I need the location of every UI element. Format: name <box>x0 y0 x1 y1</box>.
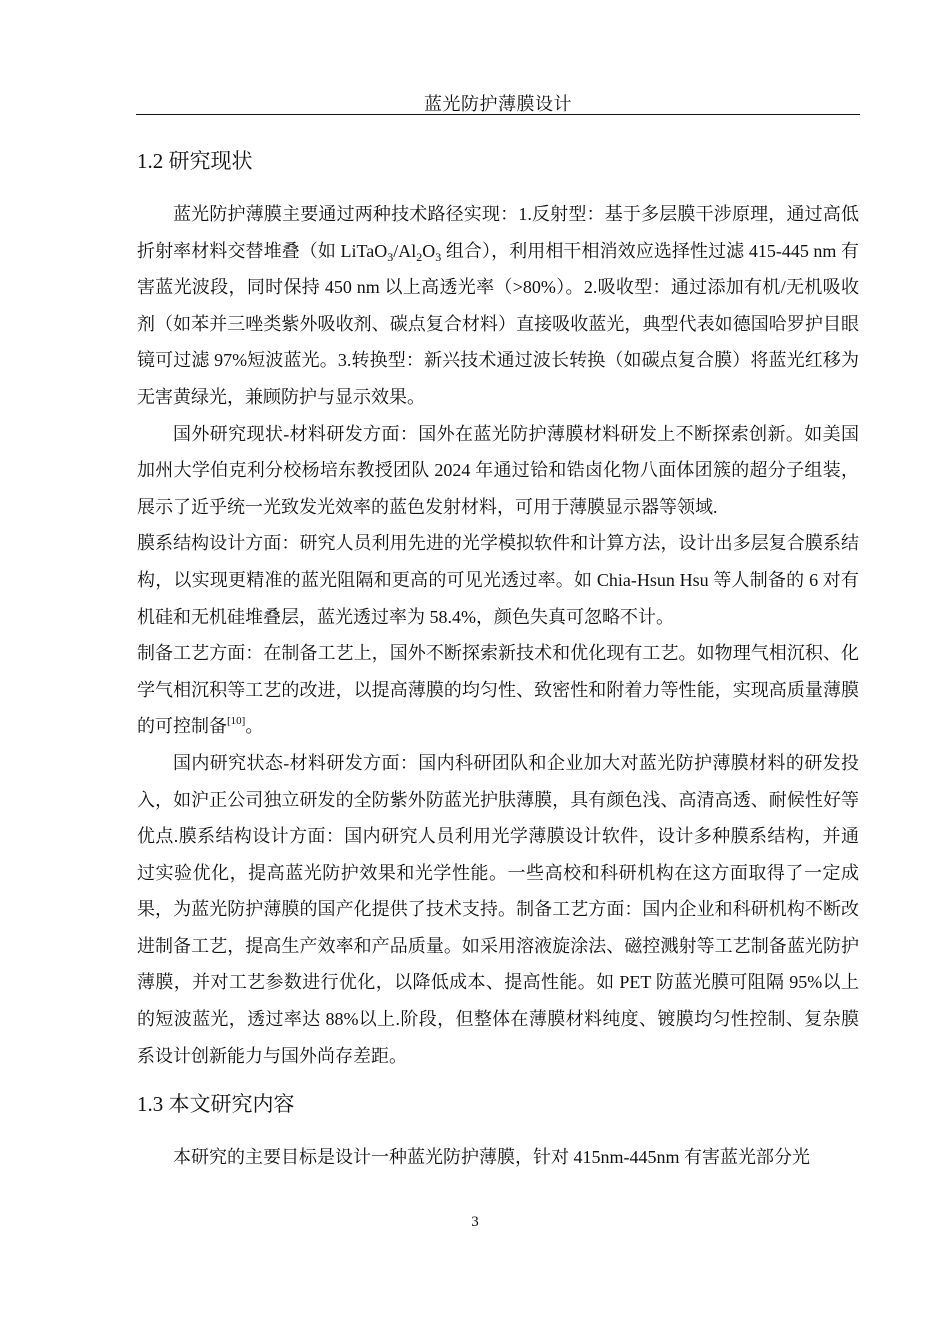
paragraph-text: 组合），利用相干相消效应选择性过滤 415-445 nm 有害蓝光波段，同时保持 450 nm 以上高透光率（>80%）。2.吸收型：通过添加有机/无机吸收剂（如苯并三唑类紫外吸收剂、碳点复合材料）直接吸收蓝光，典型代表如德国哈罗护目眼镜可过滤 97%短波蓝光。3.转换型：新兴技术通过波长转换（如碳点复合膜）将蓝光红移为无害黄绿光，兼顾防护与显示效果。 <box>137 240 859 407</box>
page-number: 3 <box>471 1214 479 1230</box>
subscript: 3 <box>435 249 442 264</box>
paragraph-domestic-research: 国内研究状态-材料研发方面：国内科研团队和企业加大对蓝光防护薄膜材料的研发投入，如沪正公司独立研发的全防紫外防蓝光护肤薄膜，具有颜色浅、高清高透、耐候性好等优点.膜系结构设计方面：国内研究人员利用光学薄膜设计软件，设计多种膜系结构，并通过实验优化，提高蓝光防护效果和光学性能。一些高校和科研机构在这方面取得了一定成果，为蓝光防护薄膜的国产化提供了技术支持。制备工艺方面：国内企业和科研机构不断改进制备工艺，提高生产效率和产品质量。如采用溶液旋涂法、磁控溅射等工艺制备蓝光防护薄膜，并对工艺参数进行优化，以降低成本、提高性能。如 PET 防蓝光膜可阻隔 95%以上的短波蓝光，透过率达 88%以上.阶段，但整体在薄膜材料纯度、镀膜均匀性控制、复杂膜系设计创新能力与国外尚存差距。 <box>137 752 859 1066</box>
header-rule <box>136 114 860 115</box>
paragraph-fabrication-process <box>137 635 859 745</box>
paragraph-text: /Al <box>393 240 417 261</box>
paragraph-text: 蓝光防护薄膜主要通过两种技术路径实现：1.反射型：基于多层膜干涉原理，通过高低折射率材料交替堆叠（如 LiTaO <box>137 204 859 261</box>
subscript: 3 <box>387 249 394 264</box>
paragraph-text: 。 <box>245 716 264 737</box>
paragraph-text: O <box>422 240 436 261</box>
paragraph-text: 制备工艺方面：在制备工艺上，国外不断探索新技术和优化现有工艺。如物理气相沉积、化学气相沉积等工艺的改进，以提高薄膜的均匀性、致密性和附着力等性能，实现高质量薄膜的可控制备 <box>137 643 859 737</box>
subscript: 2 <box>416 249 423 264</box>
paragraph-foreign-materials: 国外研究现状-材料研发方面：国外在蓝光防护薄膜材料研发上不断探索创新。如美国加州大学伯克利分校杨培东教授团队 2024 年通过铪和锆卤化物八面体团簇的超分子组装，展示了近乎统一光致发光效率的蓝色发射材料，可用于薄膜显示器等领域. <box>137 423 859 517</box>
paragraph-research-content: 本研究的主要目标是设计一种蓝光防护薄膜，针对 415nm-445nm 有害蓝光部分光 <box>173 1147 810 1168</box>
paragraph-technical-routes <box>137 196 859 416</box>
section-heading-1-3: 1.3 本文研究内容 <box>137 1092 295 1117</box>
citation-reference: [10] <box>227 715 246 728</box>
paragraph-film-structure: 膜系结构设计方面：研究人员利用先进的光学模拟软件和计算方法，设计出多层复合膜系结构，以实现更精准的蓝光阻隔和更高的可见光透过率。如 Chia-Hsun Hsu 等人制备的 6 对有机硅和无机硅堆叠层，蓝光透过率为 58.4%，颜色失真可忽略不计。 <box>137 533 859 627</box>
section-heading-1-2: 1.2 研究现状 <box>137 149 253 173</box>
page-body <box>137 137 859 1176</box>
running-header: 蓝光防护薄膜设计 <box>424 94 572 114</box>
